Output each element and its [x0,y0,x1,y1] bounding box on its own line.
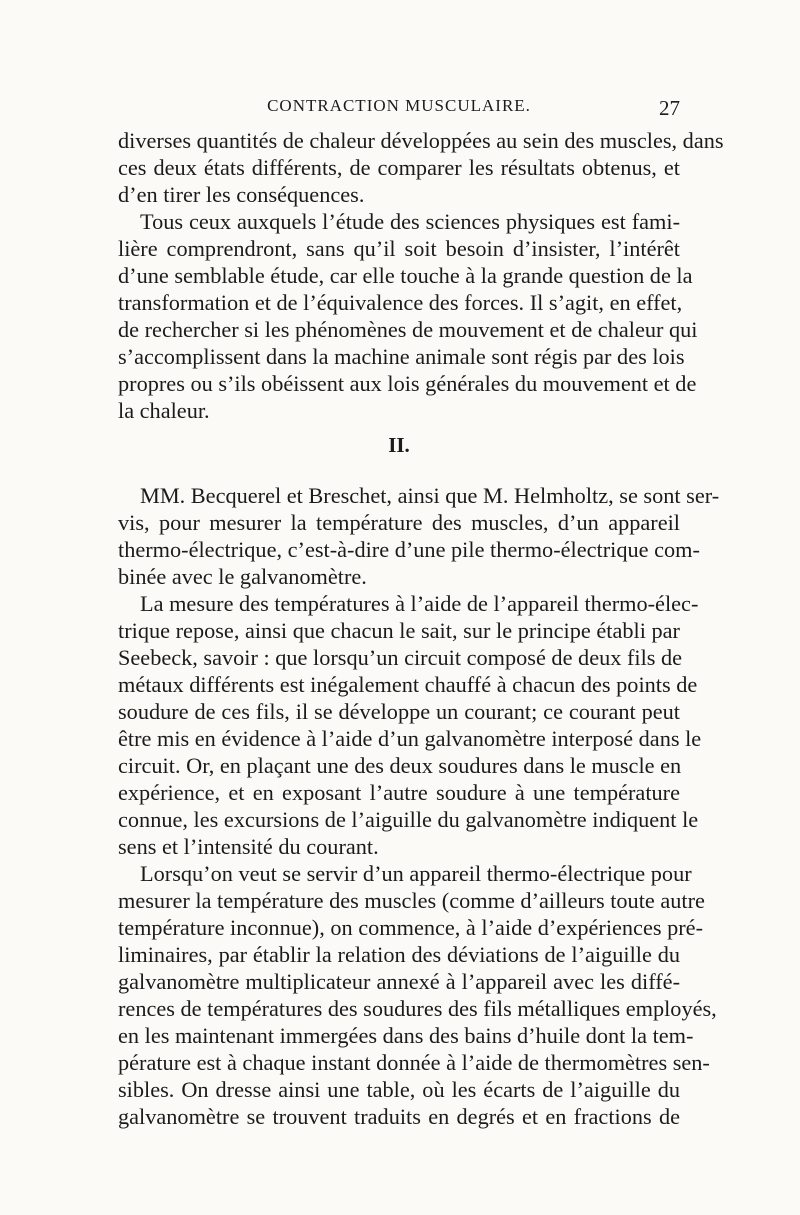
text-line: d’une semblable étude, car elle touche à la grande question de la [118,263,693,288]
text-line: vis, pour mesurer la température des muscles, d’un appareil [118,510,680,535]
text-line: être mis en évidence à l’aide d’un galvanomètre interposé dans le [118,726,702,751]
text-line: pérature est à chaque instant donnée à l’aide de thermomètres sen- [118,1050,710,1075]
text-line: connue, les excursions de l’aiguille du galvanomètre indiquent le [118,807,699,832]
text-line: liminaires, par établir la relation des déviations de l’aiguille du [118,942,680,967]
text-line: de rechercher si les phénomènes de mouvement et de chaleur qui [118,317,698,342]
text-line: thermo-électrique, c’est-à-dire d’une pile thermo-électrique com- [118,537,700,562]
text-line: diverses quantités de chaleur développées au sein des muscles, dans [118,128,724,153]
paragraph [118,860,717,1130]
text-line: lière comprendront, sans qu’il soit besoin d’insister, l’intérêt [118,236,680,261]
text-line: Lorsqu’on veut se servir d’un appareil thermo-électrique pour [140,861,692,886]
text-line: circuit. Or, en plaçant une des deux soudures dans le muscle en [118,753,682,778]
text-line: binée avec le galvanomètre. [118,564,367,589]
text-line: d’en tirer les conséquences. [118,182,365,207]
running-title: CONTRACTION MUSCULAIRE. [267,96,531,115]
text-line: MM. Becquerel et Breschet, ainsi que M. Helmholtz, se sont ser- [140,483,720,508]
body-text [118,127,724,1130]
text-line: transformation et de l’équivalence des forces. Il s’agit, en effet, [118,290,683,315]
page-header [118,96,680,122]
page-number: 27 [659,96,680,120]
text-line: sibles. On dresse ainsi une table, où les écarts de l’aiguille du [118,1077,680,1102]
paragraph [118,590,702,860]
section-heading: II. [388,433,410,457]
text-line: propres ou s’ils obéissent aux lois générales du mouvement et de [118,371,697,396]
text-line: métaux différents est inégalement chauffé à chacun des points de [118,672,698,697]
paragraph [118,208,698,424]
text-line: expérience, et en exposant l’autre soudure à une température [118,780,680,805]
text-line: galvanomètre se trouvent traduits en degrés et en fractions de [118,1104,680,1129]
text-line: température inconnue), on commence, à l’aide d’expériences pré- [118,915,703,940]
text-line: sens et l’intensité du courant. [118,834,379,859]
text-line: Tous ceux auxquels l’étude des sciences physiques est fami- [140,209,680,234]
text-line: mesurer la température des muscles (comme d’ailleurs toute autre [118,888,705,913]
text-line: ces deux états différents, de comparer les résultats obtenus, et [118,155,680,180]
text-line: s’accomplissent dans la machine animale sont régis par des lois [118,344,685,369]
text-line: soudure de ces fils, il se développe un courant; ce courant peut [118,699,680,724]
text-line: en les maintenant immergées dans des bains d’huile dont la tem- [118,1023,694,1048]
paragraph [118,127,724,208]
text-line: la chaleur. [118,398,210,423]
text-line: Seebeck, savoir : que lorsqu’un circuit composé de deux fils de [118,645,683,670]
text-line: galvanomètre multiplicateur annexé à l’appareil avec les diffé- [118,969,680,994]
paragraph [118,482,720,590]
text-line: rences de températures des soudures des fils métalliques employés, [118,996,717,1021]
text-line: La mesure des températures à l’aide de l’appareil thermo-élec- [140,591,699,616]
text-line: trique repose, ainsi que chacun le sait, sur le principe établi par [118,618,680,643]
